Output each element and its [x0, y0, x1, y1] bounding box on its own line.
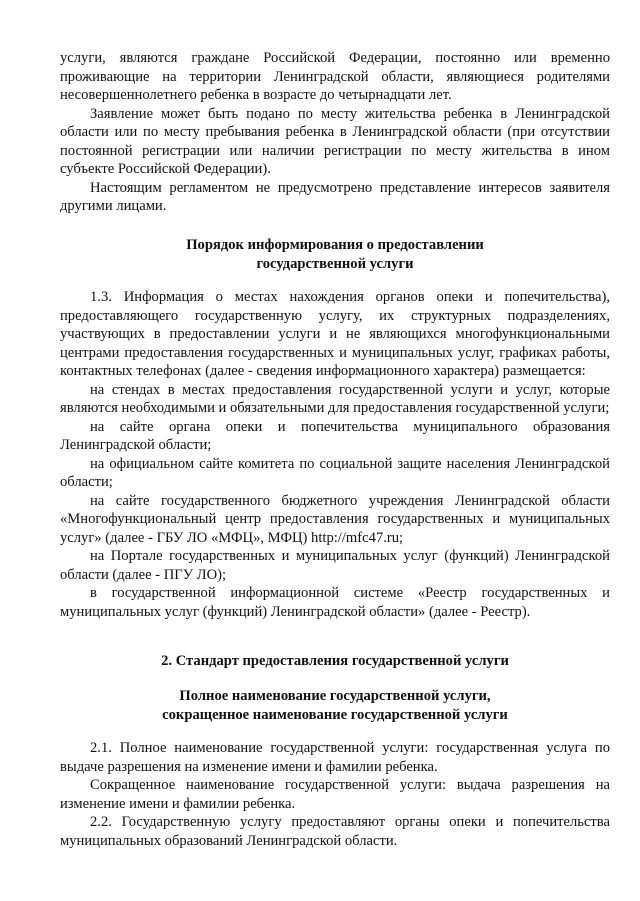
list-item-guardianship-site: на сайте органа опеки и попечительства муниципального образования Ленинградской области;	[60, 418, 610, 453]
heading-informing-line-1: Порядок информирования о предоставлении	[186, 237, 484, 253]
heading-service-name	[60, 687, 610, 724]
heading-informing	[60, 236, 610, 273]
text-block-standard	[60, 739, 610, 850]
list-item-stands: на стендах в местах предоставления государственной услуги и услуг, которые являются необходимыми и обязательными для предоставления государственной услуги;	[60, 381, 610, 416]
list-item-registry: в государственной информационной системе «Реестр государственных и муниципальных услуг (функций) Ленинградской области» (далее - Реестр).	[60, 585, 610, 620]
heading-service-name-line-1: Полное наименование государственной услуги,	[179, 688, 491, 704]
paragraph-representation: Настоящим регламентом не предусмотрено представление интересов заявителя другими лицами.	[60, 179, 610, 214]
text-block-eligibility	[60, 49, 610, 216]
paragraph-2-2: 2.2. Государственную услугу предоставляют органы опеки и попечительства муниципальных образований Ленинградской области.	[60, 814, 610, 849]
paragraph-2-1: 2.1. Полное наименование государственной услуги: государственная услуга по выдаче разрешения на изменение имени и фамилии ребенка.	[60, 740, 610, 775]
list-item-mfc-site: на сайте государственного бюджетного учреждения Ленинградской области «Многофункциональный центр предоставления государственных и муниципальных услуг» (далее - ГБУ ЛО «МФЦ», МФЦ) http://mfc47.ru;	[60, 492, 610, 546]
paragraph-1-3: 1.3. Информация о местах нахождения органов опеки и попечительства), предоставляющего государственную услугу, их структурных подразделениях, участвующих в предоставлении услуги и не являющихся многофункциональными центрами предоставления государственных и муниципальных услуг, графиках работы, контактных телефонах (далее - сведения информационного характера) размещается:	[60, 289, 610, 379]
list-item-committee-site: на официальном сайте комитета по социальной защите населения Ленинградской области;	[60, 455, 610, 490]
paragraph-short-name: Сокращенное наименование государственной услуги: выдача разрешения на изменение имени и фамилии ребенка.	[60, 777, 610, 812]
heading-informing-line-2: государственной услуги	[256, 255, 414, 272]
paragraph-applicants: услуги, являются граждане Российской Федерации, постоянно или временно проживающие на территории Ленинградской области, являющиеся родителями несовершеннолетнего ребенка в возрасте до четырнадцати лет.	[60, 50, 610, 103]
heading-standard	[60, 652, 610, 671]
heading-service-name-line-2: сокращенное наименование государственной услуги	[162, 706, 508, 723]
text-block-informing	[60, 288, 610, 621]
list-item-portal: на Портале государственных и муниципальных услуг (функций) Ленинградской области (далее - ПГУ ЛО);	[60, 548, 610, 583]
paragraph-application-place: Заявление может быть подано по месту жительства ребенка в Ленинградской области или по месту пребывания ребенка в Ленинградской области (при отсутствии постоянной регистрации или наличии регистрации по месту жительства в ином субъекте Российской Федерации).	[60, 105, 610, 177]
section-2-title: 2. Стандарт предоставления государственной услуги	[161, 653, 509, 669]
